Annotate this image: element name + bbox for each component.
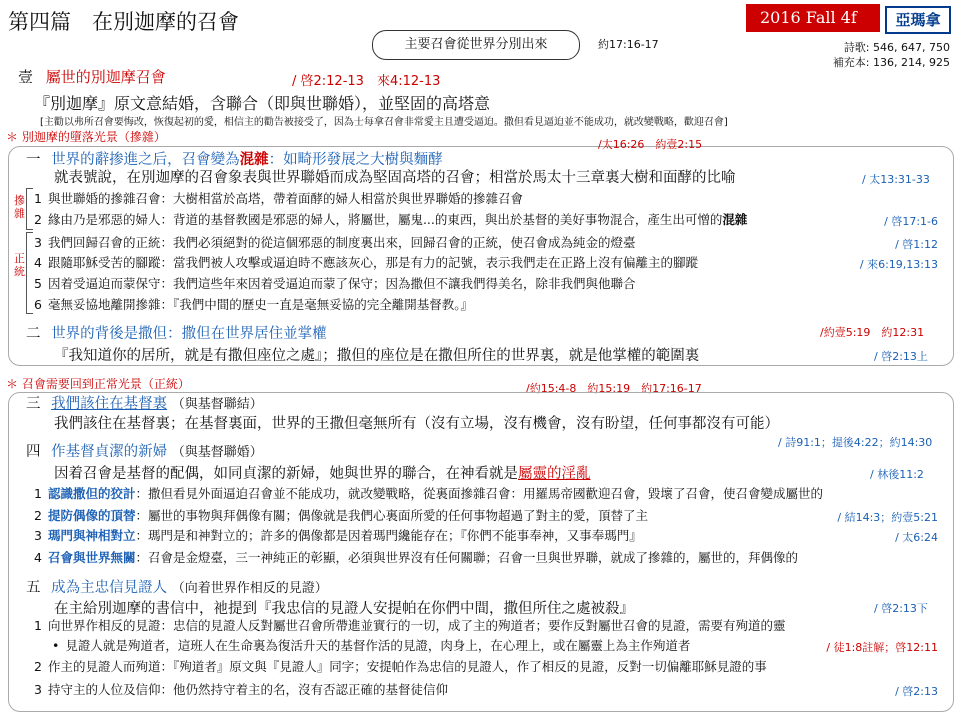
- section-title: 屬世的別迦摩召會: [45, 68, 166, 86]
- item-ref: / 啓17:1-6: [884, 215, 938, 228]
- star-heading-2: ＊ 召會需要回到正常光景（正統）: [6, 377, 190, 391]
- item-number: 3: [34, 235, 42, 250]
- meaning-line: 『別迦摩』原文意結婚，含聯合（即與世聯婚），並堅固的高塔意: [34, 94, 491, 113]
- point-1-title-b: 混雜: [239, 152, 269, 168]
- point-5-line: 在主給別迦摩的書信中，祂提到『我忠信的見證人安提帕在你們中間，撒但所住之處被殺』: [54, 601, 634, 617]
- item-text: 作主的見證人而殉道：『殉道者』原文與『見證人』同字；安提帕作為忠信的見證人，作了相反的見證，反對一切偏離耶穌見證的事: [47, 659, 767, 674]
- item-text: 緣由乃是邪惡的婦人：背道的基督教國是邪惡的婦人，將屬世，屬鬼...的東西，與出於基督的美好事物混合，產生出可憎的: [47, 212, 723, 227]
- list-item: [34, 616, 785, 634]
- item-text: 持守主的人位及信仰：他仍然持守着主的名，沒有否認正確的基督徒信仰: [47, 682, 448, 697]
- point-1-title-a: 世界的辭掺進之后，召會變為: [51, 152, 240, 168]
- item-keyword: 瑪門與神相對立: [47, 528, 136, 543]
- item-number: 3: [34, 528, 42, 543]
- star-heading-1: ＊ 別迦摩的墮落光景（摻雜）: [6, 130, 166, 144]
- item-keyword: 提防偶像的頂替: [47, 508, 136, 523]
- item-ref: / 來6:19,13:13: [859, 258, 938, 271]
- item-ref: / 徒1:8註解；啓12:11: [826, 641, 938, 654]
- item-number: 6: [34, 297, 42, 312]
- item-ref: / 太6:24: [895, 531, 938, 544]
- point-4-line: [54, 462, 591, 483]
- item-ref: / 結14:3；約壹5:21: [837, 511, 938, 524]
- item-ref: / 啓1:12: [895, 238, 938, 251]
- item-keyword: 召會與世界無關: [47, 550, 136, 565]
- point-1-line-ref: / 太13:31-33: [862, 173, 930, 186]
- item-text: 我們回歸召會的正統：我們必須絕對的從這個邪惡的制度裏出來，回歸召會的正統，使召會成為純金的燈臺: [47, 235, 636, 250]
- list-item: [34, 189, 523, 207]
- point-2-title: 世界的背後是撒但：撒但在世界居住並掌權: [51, 326, 327, 342]
- side-bracket-mixture: [26, 188, 33, 230]
- hymns-line: 詩歌: 546, 647, 750: [843, 41, 950, 54]
- item-number: 2: [34, 212, 42, 227]
- item-keyword: 認識撒但的狡計: [47, 486, 136, 501]
- block2-reference: /約15:4-8 約15:19 約17:16-17: [526, 382, 702, 395]
- item-number: •: [52, 638, 60, 653]
- point-3-heading: [26, 392, 263, 413]
- list-item: [34, 253, 698, 271]
- point-4-line-b: 屬靈的淫亂: [518, 466, 591, 482]
- point-5-paren: （向着世界作相反的見證）: [171, 581, 328, 596]
- section-number: 壹: [18, 68, 34, 86]
- list-item: [34, 484, 823, 502]
- item-number: 3: [34, 682, 42, 697]
- point-2-line-ref: / 啓2:13上: [874, 350, 928, 363]
- point-4-line-a: 因着召會是基督的配偶，如同貞潔的新婦，她與世界的聯合，在神看就是: [54, 466, 518, 482]
- section-heading: [18, 66, 166, 87]
- theme-banner: 主要召會從世界分別出來: [372, 30, 580, 60]
- point-2-line: 『我知道你的居所，就是有撒但座位之處』；撒但的座位是在撒但所住的世界裏，就是他掌權的範圍裏: [54, 348, 700, 364]
- point-3-number: 三: [26, 396, 41, 412]
- point-5-title: 成為主忠信見證人: [51, 580, 168, 596]
- item-text: 向世界作相反的見證：忠信的見證人反對屬世召會所帶進並實行的一切，成了主的殉道者；要作反對屬世召會的見證，需要有殉道的靈: [47, 618, 786, 633]
- point-3-paren: （與基督聯結）: [171, 397, 263, 412]
- point-3-title: 我們該住在基督裏: [51, 396, 168, 412]
- point-2-heading: [26, 322, 327, 343]
- point-4-heading: [26, 440, 263, 461]
- side-bracket-orthodox: [26, 232, 33, 314]
- item-text: ：召會是金燈臺，三一神純正的彰顯，必須與世界沒有任何關聯；召會一旦與世界聯，就成了摻雜的，屬世的，拜偶像的: [135, 550, 798, 565]
- supplement-line: 補充本: 136, 214, 925: [832, 56, 950, 69]
- list-item: [34, 548, 798, 566]
- list-item: [52, 636, 690, 654]
- point-1-line: 就表號說，在別迦摩的召會象表與世界聯婚而成為堅固高塔的召會；相當於馬太十三章裏大樹和面酵的比喻: [54, 170, 736, 186]
- list-item: [34, 210, 747, 228]
- list-item: [34, 526, 642, 544]
- item-text: 因着受逼迫而蒙保守：我們這些年來因着受逼迫而蒙了保守；因為撒但不讓我們得美名，除非我們與他聯合: [47, 276, 636, 291]
- item-text: 毫無妥協地離開摻雜：『我們中間的歷史一直是毫無妥協的完全離開基督教。』: [47, 297, 473, 312]
- point-5-ref: / 啓2:13下: [874, 602, 928, 615]
- item-text: 與世聯婚的摻雜召會：大樹相當於高塔，帶着面酵的婦人相當於與世界聯婚的摻雜召會: [47, 191, 523, 206]
- term-badge: 2016 Fall 4f: [746, 4, 880, 32]
- point-4-title: 作基督貞潔的新婦: [51, 444, 168, 460]
- list-item: [34, 295, 473, 313]
- item-number: 1: [34, 618, 42, 633]
- page-title: 第四篇 在別迦摩的召會: [8, 10, 239, 34]
- item-text: 跟隨耶穌受苦的腳蹤：當我們被人攻擊或逼迫時不應該灰心，那是有力的記號，表示我們走在正路上沒有偏離主的腳蹤: [47, 255, 698, 270]
- item-text: ：撒但看見外面逼迫召會並不能成功，就改變戰略，從裏面摻雜召會：用羅馬帝國歡迎召會，毀壞了召會，使召會變成屬世的: [135, 486, 823, 501]
- item-number: 2: [34, 508, 42, 523]
- item-number: 2: [34, 659, 42, 674]
- list-item: [34, 680, 448, 698]
- block1-reference: /太16:26 約壹2:15: [598, 138, 703, 151]
- point-5-heading: [26, 576, 328, 597]
- item-number: 4: [34, 255, 42, 270]
- item-number: 5: [34, 276, 42, 291]
- section-reference: / 啓2:12-13 來4:12-13: [292, 74, 441, 89]
- teacher-badge: 亞瑪拿: [885, 6, 951, 34]
- list-item: [34, 233, 635, 251]
- item-number: 4: [34, 550, 42, 565]
- banner-reference: 約17:16-17: [598, 38, 659, 51]
- point-4-paren: （與基督聯婚）: [171, 445, 263, 460]
- item-text: ：瑪門是和神對立的；許多的偶像都是因着瑪門纔能存在；『你們不能事奉神，又事奉瑪門』: [135, 528, 642, 543]
- item-number: 1: [34, 486, 42, 501]
- context-note: [主勸以弗所召會要悔改，恢復起初的愛，相信主的勸告被接受了，因為士每拿召會非常愛主且遭受逼迫。撒但看見逼迫並不能成功，就改變戰略，歡迎召會]: [40, 117, 728, 128]
- point-2-ref: /約壹5:19 約12:31: [820, 326, 925, 339]
- list-item: [34, 657, 767, 675]
- point-3-line: 我們該住在基督裏；在基督裏面，世界的王撒但毫無所有（沒有立場，沒有機會，沒有盼望，任何事都沒有可能）: [54, 416, 779, 432]
- point-1-number: 一: [26, 152, 41, 168]
- item-bold: 混雜: [722, 212, 748, 227]
- point-4-ref: / 林後11:2: [870, 468, 924, 481]
- point-5-number: 五: [26, 580, 41, 596]
- point-4-number: 四: [26, 444, 41, 460]
- item-number: 1: [34, 191, 42, 206]
- item-ref: / 啓2:13: [895, 685, 938, 698]
- item-text: 見證人就是殉道者，這班人在生命裏為復活升天的基督作活的見證，肉身上，在心理上，或在屬靈上為主作殉道者: [65, 638, 691, 653]
- point-2-number: 二: [26, 326, 41, 342]
- point-3-ref: / 詩91:1；提後4:22；約14:30: [778, 436, 933, 449]
- side-label-orthodox: 正統: [14, 252, 25, 278]
- list-item: [34, 506, 648, 524]
- side-label-mixture: 摻雜: [14, 194, 25, 220]
- hymn-numbers: [800, 40, 950, 70]
- item-text: ：屬世的事物與拜偶像有關；偶像就是我們心裏面所愛的任何事物超過了對主的愛，頂替了主: [135, 508, 648, 523]
- list-item: [34, 274, 635, 292]
- point-1-title-c: ：如畸形發展之大樹與麵酵: [268, 152, 443, 168]
